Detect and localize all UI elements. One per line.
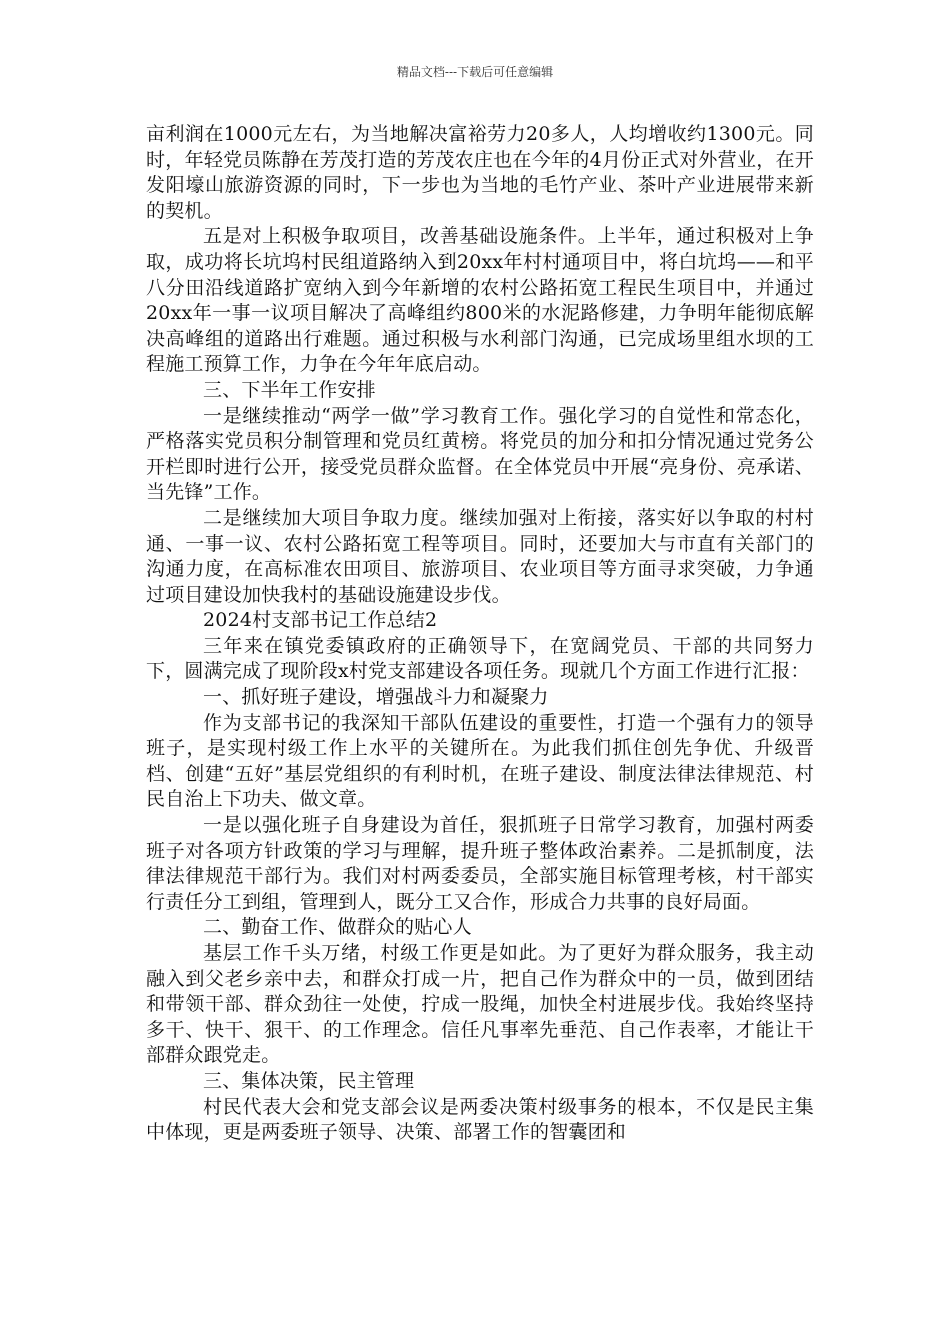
page-header: 精品文档---下载后可任意编辑 (396, 65, 554, 79)
section-heading: 三、下半年工作安排 (203, 378, 376, 401)
section-heading: 三、集体决策，民主管理 (203, 1069, 415, 1092)
paragraph: 一是继续推动“两学一做”学习教育工作。强化学习的自觉性和常态化，严格落实党员积分制管理和党员红黄榜。将党员的加分和扣分情况通过党务公开栏即时进行公开，接受党员群众监督。在全体党员中开展“亮身份、亮承诺、当先锋”工作。 (146, 404, 814, 504)
paragraph: 五是对上积极争取项目，改善基础设施条件。上半年，通过积极对上争取，成功将长坑坞村民组道路纳入到20xx年村村通项目中，将白坑坞——和平八分田沿线道路扩宽纳入到今年新增的农村公路拓宽工程民生项目中，并通过20xx年一事一议项目解决了高峰组约800米的水泥路修建，力争明年能彻底解决高峰组的道路出行难题。通过积极与水利部门沟通，已完成场里组水坝的工程施工预算工作，力争在今年年底启动。 (146, 225, 814, 376)
paragraph: 村民代表大会和党支部会议是两委决策村级事务的根本，不仅是民主集中体现，更是两委班子领导、决策、部署工作的智囊团和 (146, 1095, 814, 1144)
paragraph: 一是以强化班子自身建设为首任，狠抓班子日常学习教育，加强村两委班子对各项方针政策的学习与理解，提升班子整体政治素养。二是抓制度，法律法律规范干部行为。我们对村两委委员，全部实施目标管理考核，村干部实行责任分工到组，管理到人，既分工又合作，形成合力共事的良好局面。 (146, 814, 814, 913)
document-body (146, 122, 814, 1146)
paragraph: 基层工作千头万绪，村级工作更是如此。为了更好为群众服务，我主动融入到父老乡亲中去，和群众打成一片，把自己作为群众中的一员，做到团结和带领干部、群众劲往一处使，拧成一股绳，加快全村进展步伐。我始终坚持多干、快干、狠干、的工作理念。信任凡事率先垂范、自己作表率，才能让干部群众跟党走。 (146, 942, 814, 1067)
paragraph: 三年来在镇党委镇政府的正确领导下，在宽阔党员、干部的共同努力下，圆满完成了现阶段x村党支部建设各项任务。现就几个方面工作进行汇报： (146, 634, 814, 683)
section-heading: 二、勤奋工作、做群众的贴心人 (203, 916, 472, 939)
section-heading: 一、抓好班子建设，增强战斗力和凝聚力 (203, 686, 549, 709)
document-title: 2024村支部书记工作总结2 (203, 609, 438, 632)
paragraph: 作为支部书记的我深知干部队伍建设的重要性，打造一个强有力的领导班子，是实现村级工作上水平的关键所在。为此我们抓住创先争优、升级晋档、创建“五好”基层党组织的有利时机，在班子建设、制度法律法律规范、村民自治上下功夫、做文章。 (146, 711, 814, 811)
paragraph: 二是继续加大项目争取力度。继续加强对上衔接，落实好以争取的村村通、一事一议、农村公路拓宽工程等项目。同时，还要加大与市直有关部门的沟通力度，在高标准农田项目、旅游项目、农业项目等方面寻求突破，力争通过项目建设加快我村的基础设施建设步伐。 (146, 506, 814, 606)
paragraph-continuation: 亩利润在1000元左右，为当地解决富裕劳力20多人，人均增收约1300元。同时，年轻党员陈静在芳茂打造的芳茂农庄也在今年的4月份正式对外营业，在开发阳壕山旅游资源的同时，下一步也为当地的毛竹产业、茶叶产业进展带来新的契机。 (146, 123, 814, 222)
